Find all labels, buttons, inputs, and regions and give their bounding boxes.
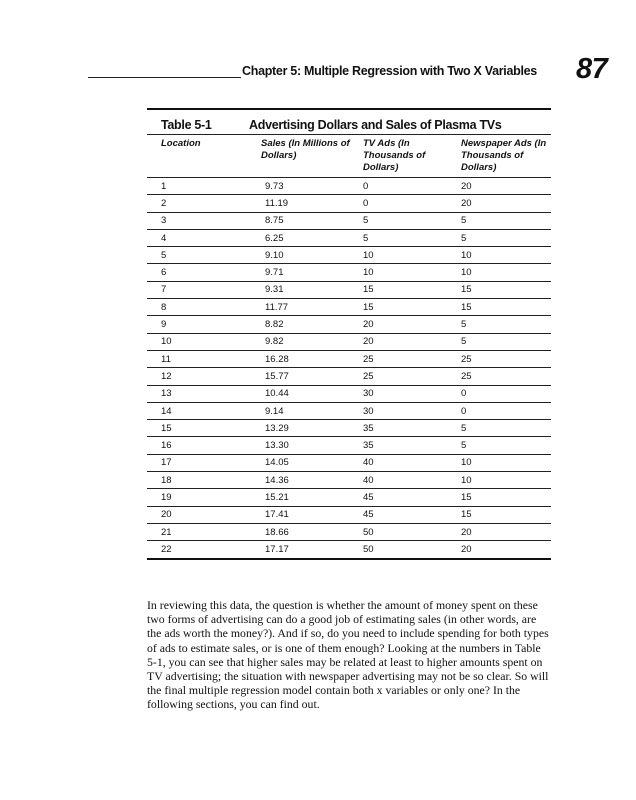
newspaper-ads-cell: 10 (461, 454, 551, 471)
column-header-location: Location (161, 138, 201, 149)
header-rule (88, 77, 241, 78)
sales-cell: 14.36 (261, 472, 363, 489)
location-cell: 19 (147, 489, 261, 506)
tv-ads-cell: 50 (363, 523, 461, 540)
tv-ads-cell: 50 (363, 541, 461, 559)
sales-cell: 17.41 (261, 506, 363, 523)
tv-ads-cell: 25 (363, 350, 461, 367)
table-row (147, 229, 551, 246)
sales-cell: 10.44 (261, 385, 363, 402)
tv-ads-cell: 15 (363, 281, 461, 298)
table-row (147, 178, 551, 195)
column-header-sales: Sales (In Millions of Dollars) (261, 138, 350, 161)
newspaper-ads-cell: 5 (461, 420, 551, 437)
page-number: 87 (576, 53, 608, 85)
location-cell: 7 (147, 281, 261, 298)
location-cell: 15 (147, 420, 261, 437)
table-row (147, 541, 551, 559)
location-cell: 20 (147, 506, 261, 523)
table-row (147, 385, 551, 402)
newspaper-ads-cell: 5 (461, 316, 551, 333)
tv-ads-cell: 35 (363, 420, 461, 437)
tv-ads-cell: 45 (363, 489, 461, 506)
location-cell: 9 (147, 316, 261, 333)
location-cell: 21 (147, 523, 261, 540)
column-header-tv-ads: TV Ads (In Thousands of Dollars) (363, 138, 426, 173)
tv-ads-cell: 45 (363, 506, 461, 523)
newspaper-ads-cell: 20 (461, 523, 551, 540)
sales-cell: 6.25 (261, 229, 363, 246)
table-body (147, 178, 551, 559)
chapter-title: Chapter 5: Multiple Regression with Two X Variables (242, 64, 537, 78)
tv-ads-cell: 35 (363, 437, 461, 454)
location-cell: 13 (147, 385, 261, 402)
table-row (147, 264, 551, 281)
newspaper-ads-cell: 0 (461, 385, 551, 402)
sales-cell: 15.77 (261, 368, 363, 385)
location-cell: 4 (147, 229, 261, 246)
sales-cell: 9.82 (261, 333, 363, 350)
newspaper-ads-cell: 10 (461, 247, 551, 264)
newspaper-ads-cell: 15 (461, 506, 551, 523)
newspaper-ads-cell: 15 (461, 281, 551, 298)
sales-cell: 9.71 (261, 264, 363, 281)
location-cell: 10 (147, 333, 261, 350)
sales-cell: 15.21 (261, 489, 363, 506)
sales-cell: 17.17 (261, 541, 363, 559)
data-table-block (147, 108, 551, 560)
sales-cell: 14.05 (261, 454, 363, 471)
newspaper-ads-cell: 15 (461, 489, 551, 506)
table-header-row (147, 135, 551, 178)
sales-cell: 11.19 (261, 195, 363, 212)
newspaper-ads-cell: 5 (461, 437, 551, 454)
sales-cell: 8.82 (261, 316, 363, 333)
location-cell: 14 (147, 402, 261, 419)
advertising-sales-table (147, 135, 551, 560)
sales-cell: 9.10 (261, 247, 363, 264)
location-cell: 12 (147, 368, 261, 385)
table-row (147, 212, 551, 229)
newspaper-ads-cell: 10 (461, 472, 551, 489)
body-paragraph-block (147, 598, 553, 712)
sales-cell: 18.66 (261, 523, 363, 540)
tv-ads-cell: 5 (363, 212, 461, 229)
table-row (147, 247, 551, 264)
tv-ads-cell: 40 (363, 454, 461, 471)
tv-ads-cell: 20 (363, 333, 461, 350)
tv-ads-cell: 0 (363, 195, 461, 212)
sales-cell: 9.31 (261, 281, 363, 298)
location-cell: 6 (147, 264, 261, 281)
sales-cell: 16.28 (261, 350, 363, 367)
table-row (147, 489, 551, 506)
newspaper-ads-cell: 20 (461, 178, 551, 195)
sales-cell: 11.77 (261, 299, 363, 316)
table-row (147, 472, 551, 489)
table-row (147, 368, 551, 385)
table-row (147, 402, 551, 419)
tv-ads-cell: 0 (363, 178, 461, 195)
tv-ads-cell: 10 (363, 247, 461, 264)
tv-ads-cell: 40 (363, 472, 461, 489)
table-row (147, 299, 551, 316)
sales-cell: 13.29 (261, 420, 363, 437)
table-row (147, 281, 551, 298)
tv-ads-cell: 10 (363, 264, 461, 281)
location-cell: 11 (147, 350, 261, 367)
sales-cell: 13.30 (261, 437, 363, 454)
table-label: Table 5-1 (161, 118, 212, 132)
table-row (147, 316, 551, 333)
body-paragraph: In reviewing this data, the question is whether the amount of money spent on these two forms of advertising can do a good job of estimating sales (in other words, are the ads worth the money?). And if so, do you need to include spending for both types of ads to estimate sales, or is one of them enough? Looking at the numbers in Table 5-1, you can see that higher sales may be related at least to higher amounts spent on TV advertising; the situation with newspaper advertising may not be so clear. So will the final multiple regression model contain both x variables or only one? In the following sections, you can find out. (147, 598, 549, 712)
newspaper-ads-cell: 0 (461, 402, 551, 419)
location-cell: 16 (147, 437, 261, 454)
table-row (147, 420, 551, 437)
newspaper-ads-cell: 25 (461, 368, 551, 385)
location-cell: 17 (147, 454, 261, 471)
tv-ads-cell: 15 (363, 299, 461, 316)
newspaper-ads-cell: 20 (461, 195, 551, 212)
newspaper-ads-cell: 10 (461, 264, 551, 281)
table-row (147, 506, 551, 523)
tv-ads-cell: 30 (363, 402, 461, 419)
tv-ads-cell: 25 (363, 368, 461, 385)
tv-ads-cell: 20 (363, 316, 461, 333)
newspaper-ads-cell: 20 (461, 541, 551, 559)
newspaper-ads-cell: 15 (461, 299, 551, 316)
tv-ads-cell: 5 (363, 229, 461, 246)
location-cell: 1 (147, 178, 261, 195)
table-row (147, 437, 551, 454)
column-header-newspaper-ads: Newspaper Ads (In Thousands of Dollars) (461, 138, 547, 173)
sales-cell: 8.75 (261, 212, 363, 229)
sales-cell: 9.73 (261, 178, 363, 195)
newspaper-ads-cell: 5 (461, 229, 551, 246)
location-cell: 18 (147, 472, 261, 489)
location-cell: 22 (147, 541, 261, 559)
table-title: Advertising Dollars and Sales of Plasma TVs (249, 118, 502, 132)
tv-ads-cell: 30 (363, 385, 461, 402)
newspaper-ads-cell: 25 (461, 350, 551, 367)
table-row (147, 195, 551, 212)
newspaper-ads-cell: 5 (461, 212, 551, 229)
table-caption (147, 110, 551, 134)
table-row (147, 333, 551, 350)
newspaper-ads-cell: 5 (461, 333, 551, 350)
location-cell: 8 (147, 299, 261, 316)
sales-cell: 9.14 (261, 402, 363, 419)
location-cell: 3 (147, 212, 261, 229)
table-row (147, 523, 551, 540)
table-row (147, 350, 551, 367)
location-cell: 5 (147, 247, 261, 264)
table-row (147, 454, 551, 471)
location-cell: 2 (147, 195, 261, 212)
